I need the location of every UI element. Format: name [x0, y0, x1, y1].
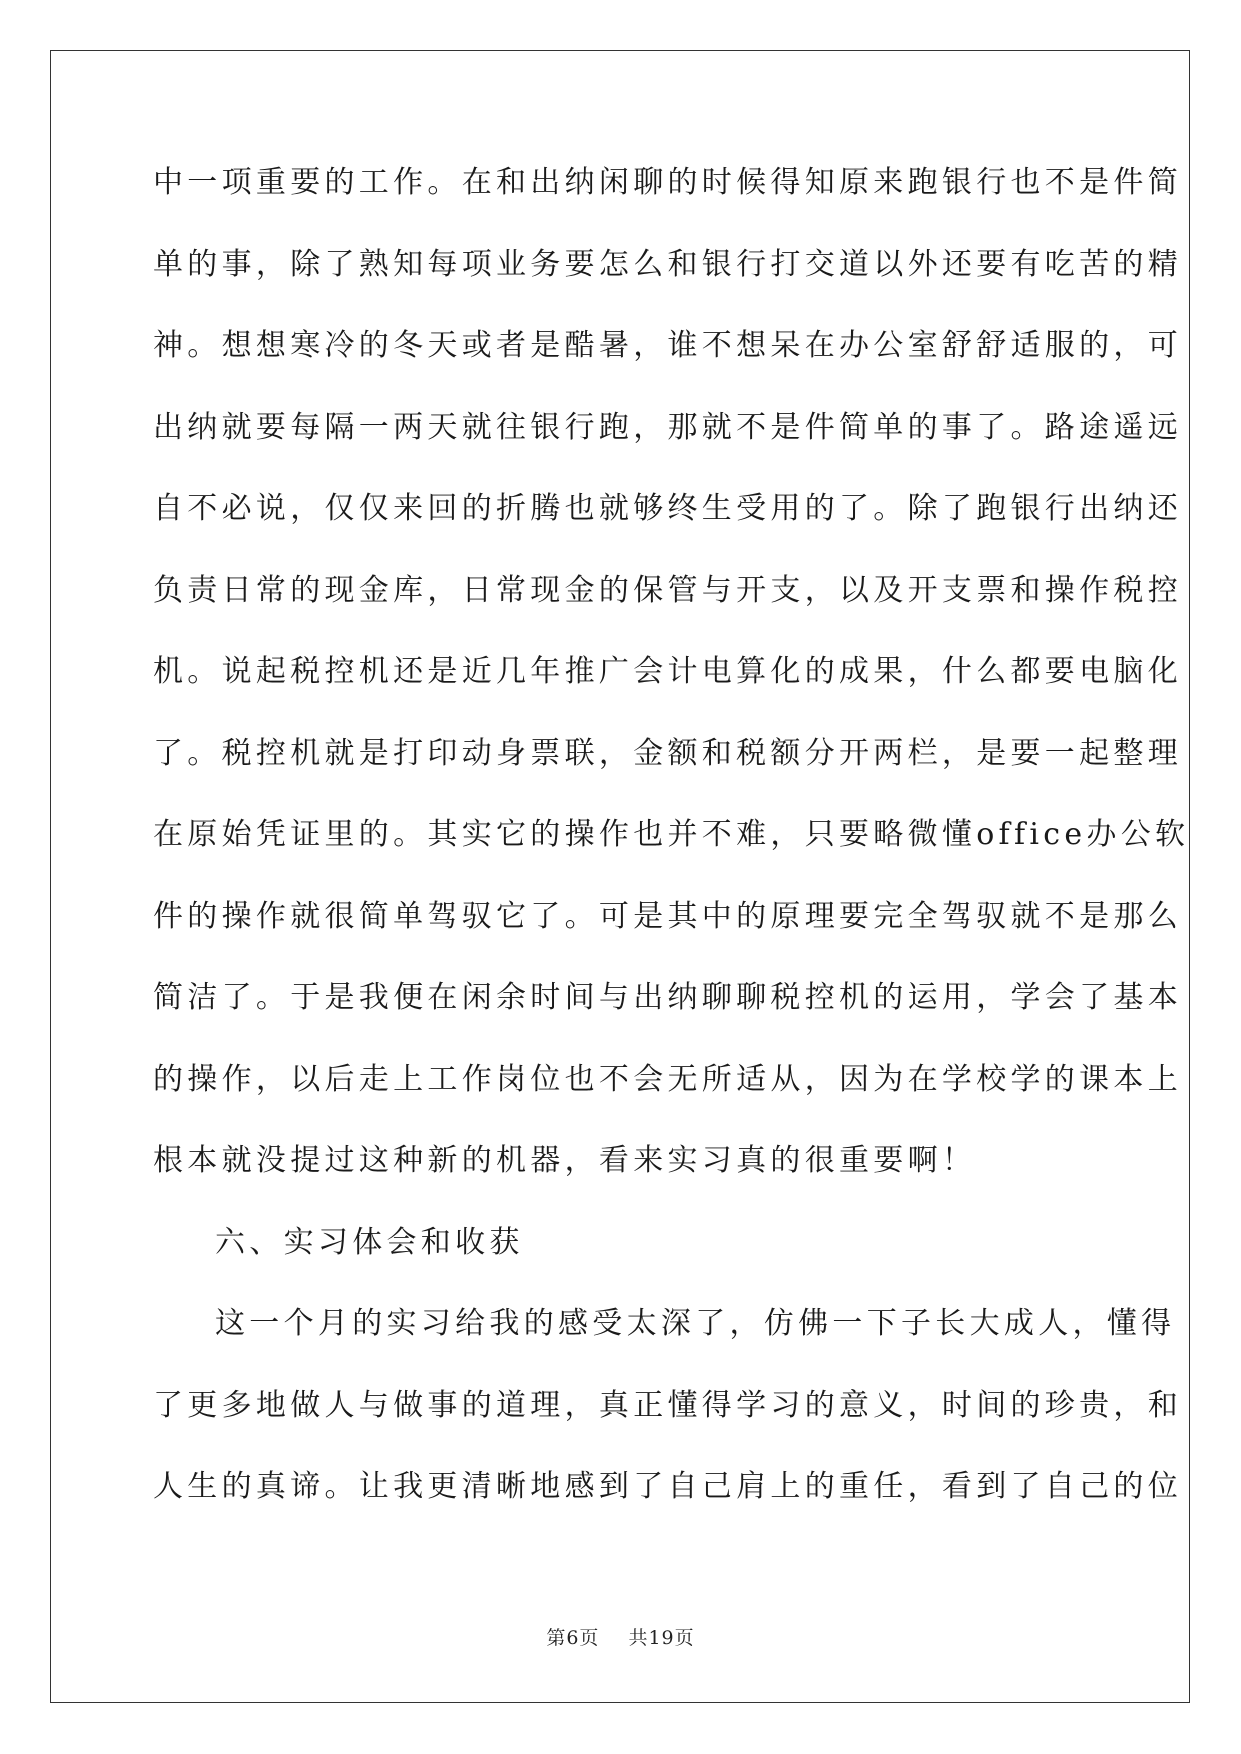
text-line: 这一个月的实习给我的感受太深了，仿佛一下子长大成人，懂得 — [215, 1306, 1176, 1341]
page-total: 共19页 — [628, 1627, 695, 1649]
text-line: 根本就没提过这种新的机器，看来实习真的很重要啊！ — [153, 1143, 977, 1178]
text-line: 简洁了。于是我便在闲余时间与出纳聊聊税控机的运用，学会了基本 — [153, 980, 1182, 1015]
text-line: 出纳就要每隔一两天就往银行跑，那就不是件简单的事了。路途遥远 — [153, 409, 1182, 445]
text-line: 机。说起税控机还是近几年推广会计电算化的成果，什么都要电脑化 — [153, 654, 1182, 689]
text-line: 单的事，除了熟知每项业务要怎么和银行打交道以外还要有吃苦的精 — [153, 246, 1182, 282]
page-footer — [0, 1623, 1241, 1650]
text-line: 了更多地做人与做事的道理，真正懂得学习的意义，时间的珍贵，和 — [153, 1387, 1182, 1423]
text-line: 在原始凭证里的。其实它的操作也并不难，只要略微懂office办公软 — [153, 817, 1190, 852]
page-number: 第6页 — [546, 1627, 600, 1649]
text-line: 的操作，以后走上工作岗位也不会无所适从，因为在学校学的课本上 — [153, 1061, 1182, 1097]
document-body — [153, 163, 1190, 1549]
text-line: 人生的真谛。让我更清晰地感到了自己肩上的重任，看到了自己的位 — [153, 1469, 1182, 1504]
text-line: 件的操作就很简单驾驭它了。可是其中的原理要完全驾驭就不是那么 — [153, 898, 1182, 934]
text-line: 负责日常的现金库，日常现金的保管与开支，以及开支票和操作税控 — [153, 572, 1182, 608]
text-line: 神。想想寒冷的冬天或者是酷暑，谁不想呆在办公室舒舒适服的，可 — [153, 328, 1182, 363]
text-line: 中一项重要的工作。在和出纳闲聊的时候得知原来跑银行也不是件简 — [153, 165, 1182, 200]
section-heading: 六、实习体会和收获 — [215, 1224, 524, 1260]
text-line: 自不必说，仅仅来回的折腾也就够终生受用的了。除了跑银行出纳还 — [153, 491, 1182, 526]
text-line: 了。税控机就是打印动身票联，金额和税额分开两栏，是要一起整理 — [153, 735, 1182, 771]
